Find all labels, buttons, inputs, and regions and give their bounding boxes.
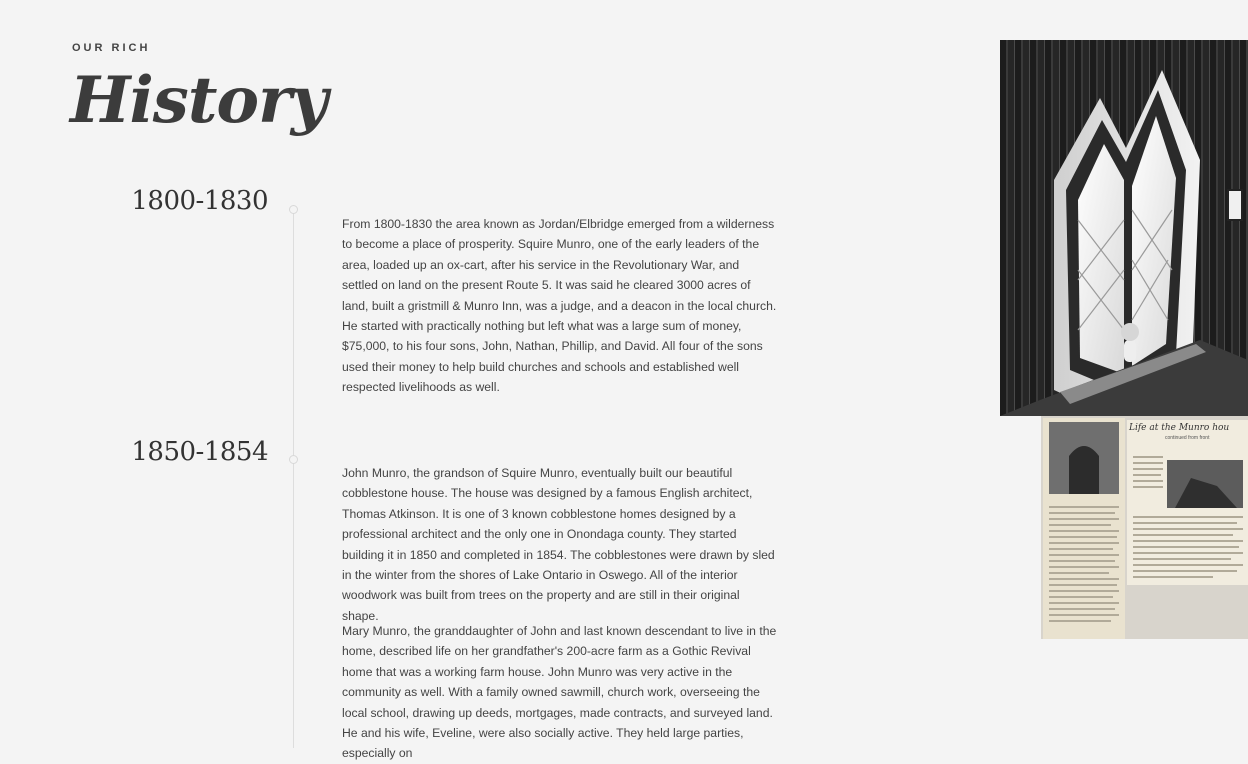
timeline-dot-1850 [289, 455, 298, 464]
clipping-subhead: continued from front [1165, 435, 1210, 441]
newspaper-clipping-illustration [1041, 416, 1248, 639]
era-heading-1850-1854: 1850-1854 [131, 437, 268, 467]
page-title: History [70, 63, 327, 138]
photo-gothic-window [1000, 40, 1248, 416]
era-paragraph-1850-1854-b: Mary Munro, the granddaughter of John and last known descendant to live in the home, described life on her grandfather's 200-acre farm as a Gothic Revival home that was a working farm house. John Munro was very active in the community as well. With a family owned sawmill, church work, overseeing the local school, drawing up deeds, mortgages, made contracts, and surveyed land. He and his wife, Eveline, were also socially active. They held large parties, especially on [342, 624, 777, 761]
photo-newspaper-clipping [1041, 416, 1248, 639]
era-paragraph-1800-1830: From 1800-1830 the area known as Jordan/Elbridge emerged from a wilderness to become a place of prosperity. Squire Munro, one of the early leaders of the area, loaded up an ox-cart, after his service in the Revolutionary War, and settled on land on the present Route 5. It was said he cleared 3000 acres of land, built a gristmill & Munro Inn, was a judge, and a deacon in the local church. He started with practically nothing but left what was a large sum of money, $75,000, to his four sons, John, Nathan, Phillip, and David. All four of the sons used their money to help build churches and schools and established well respected livelihoods as well. [342, 217, 777, 395]
era-heading-1800-1830: 1800-1830 [131, 186, 268, 216]
timeline-dot-1800 [289, 205, 298, 214]
clipping-headline: Life at the Munro hou [1129, 423, 1230, 433]
gothic-window-illustration [1000, 40, 1248, 416]
era-paragraph-1850-1854-a: John Munro, the grandson of Squire Munro, eventually built our beautiful cobblestone house. The house was designed by a famous English architect, Thomas Atkinson. It is one of 3 known cobblestone homes designed by a professional architect and the only one in Onondaga county. They started building it in 1850 and completed in 1854. The cobblestones were drawn by sled in the winter from the shores of Lake Ontario in Oswego. All of the interior woodwork was built from trees on the property and are still in their original shape. [342, 466, 775, 623]
eyebrow-label: OUR RICH [72, 42, 151, 54]
timeline-line [293, 208, 294, 748]
